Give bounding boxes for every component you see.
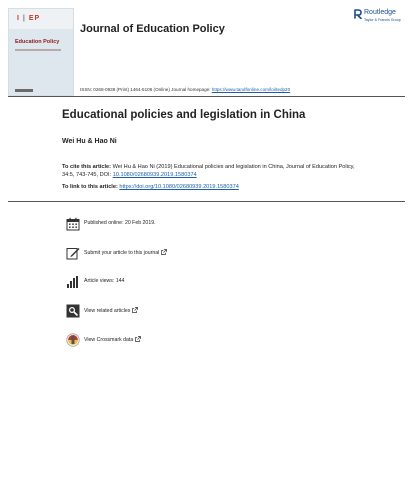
journal-cover-image — [8, 8, 74, 96]
article-doi-url[interactable]: https://doi.org/10.1080/02680939.2019.1580374 — [119, 184, 239, 190]
citation-text: Wei Hu & Hao Ni (2019) Educational policies and legislation in China, Journal of Education Policy, 34:5, 743-745, DOI: — [62, 164, 355, 178]
routledge-r-icon — [354, 9, 362, 19]
article-title: Educational policies and legislation in China — [62, 109, 306, 121]
issn-text: ISSN: 0268-0939 (Print) 1464-5106 (Online) Journal homepage: — [80, 87, 212, 92]
article-authors: Wei Hu & Hao Ni — [62, 138, 117, 145]
link-label: To link to this article: — [62, 184, 120, 190]
crossmark-icon — [66, 333, 80, 347]
submit-article-text: Submit your article to this journal — [84, 250, 160, 256]
routledge-logo[interactable] — [354, 8, 404, 28]
external-link-icon — [135, 336, 141, 342]
calendar-icon — [66, 217, 80, 231]
bar-chart-icon — [66, 275, 80, 289]
cover-abbr-left: I — [17, 15, 20, 22]
journal-homepage-link[interactable]: https://www.tandfonline.com/loi/tedp20 — [211, 87, 291, 92]
publisher-name: Routledge — [364, 9, 396, 16]
cover-abbr-right: EP — [28, 15, 41, 22]
article-views-text: Article views: 144 — [84, 278, 125, 284]
header-divider — [8, 96, 405, 97]
crossmark-link[interactable] — [84, 336, 141, 343]
issn-line — [80, 87, 290, 92]
magnifier-icon — [66, 304, 80, 318]
journal-title: Journal of Education Policy — [80, 23, 225, 35]
published-online-text: Published online: 20 Feb 2019. — [84, 220, 156, 226]
section-divider-top — [8, 201, 405, 202]
cover-title: Education Policy — [15, 39, 60, 45]
crossmark-text: View Crossmark data — [84, 337, 134, 343]
article-link-line — [62, 184, 239, 190]
edit-pencil-icon — [66, 246, 80, 260]
external-link-icon — [161, 249, 167, 255]
external-link-icon — [132, 307, 138, 313]
related-articles-link[interactable] — [84, 307, 138, 314]
related-articles-text: View related articles — [84, 308, 131, 314]
doi-link[interactable]: 10.1080/02680939.2019.1580374 — [112, 172, 197, 178]
citation — [62, 163, 362, 179]
submit-article-link[interactable] — [84, 249, 167, 256]
cover-abbreviation: I | EP — [17, 15, 41, 22]
publisher-tagline: Taylor & Francis Group — [364, 18, 401, 22]
citation-label: To cite this article: — [62, 164, 112, 170]
